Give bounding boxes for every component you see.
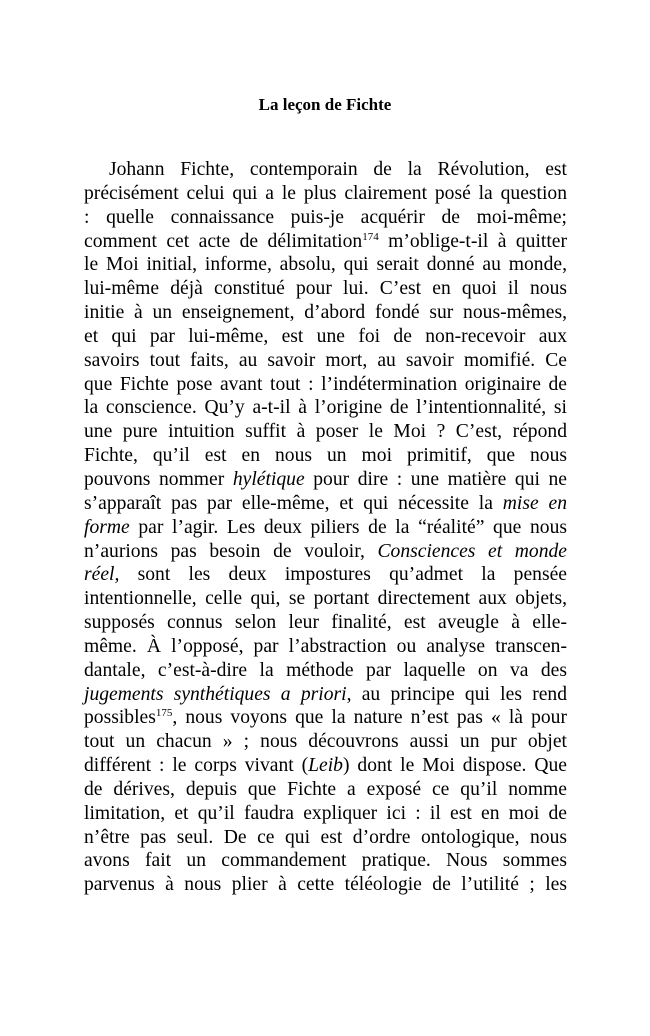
text-run: n’aurions pas besoin de vouloir, (84, 540, 378, 562)
text-run: limitation, et qu’il faudra expliquer ici : il est en moi de (84, 802, 567, 824)
text-line (84, 325, 567, 349)
text-run: de dérives, depuis que Fichte a exposé ce qu’il nomme (84, 778, 567, 800)
text-run: parvenus à nous plier à cette téléologie de l’utilité ; les (84, 874, 567, 896)
text-line (84, 277, 567, 301)
text-run: pour dire : une matière qui ne (304, 468, 567, 490)
italic-term: réel, (84, 564, 120, 586)
text-run: sont les deux impostures qu’admet la pensée (119, 564, 567, 586)
italic-term: hylétique (232, 468, 305, 490)
text-run: intentionnelle, celle qui, se portant directement aux objets, (84, 588, 567, 610)
italic-term: Consciences et monde (377, 540, 567, 562)
text-run: Johann Fichte, contemporain de la Révolution, est (109, 159, 567, 180)
text-line (84, 635, 567, 659)
text-line (84, 516, 567, 540)
text-run: supposés connus selon leur finalité, est aveugle à elle- (84, 612, 567, 634)
text-line (84, 396, 567, 420)
text-line (84, 611, 567, 635)
text-run: lui-même déjà constitué pour lui. C’est en quoi il nous (84, 278, 567, 300)
text-line (84, 301, 567, 325)
text-line (84, 849, 567, 873)
text-run: , au principe qui les rend (346, 683, 568, 705)
text-line (84, 230, 567, 254)
text-line (84, 182, 567, 206)
text-run: le Moi initial, informe, absolu, qui serait donné au monde, (84, 254, 567, 276)
italic-term: mise en (502, 492, 567, 514)
body-text (84, 158, 567, 897)
text-run: : quelle connaissance puis-je acquérir de moi-même; (84, 206, 567, 228)
text-run: avons fait un commandement pratique. Nous sommes (84, 850, 567, 872)
text-run: ) dont le Moi dispose. Que (342, 755, 567, 777)
text-line (84, 587, 567, 611)
text-line (84, 730, 567, 754)
text-run: précisément celui qui a le plus clairement posé la question (84, 182, 567, 204)
italic-term: Leib (308, 755, 343, 777)
text-run: et qui par lui-même, est une foi de non-recevoir aux (84, 325, 567, 347)
text-line (84, 373, 567, 397)
text-run: , nous voyons que la nature n’est pas « là pour (172, 707, 567, 729)
text-line (84, 444, 567, 468)
text-line (84, 754, 567, 778)
text-line (84, 540, 567, 564)
text-line (84, 826, 567, 850)
text-run: même. À l’opposé, par l’abstraction ou analyse transcen- (84, 635, 567, 657)
text-run: savoirs tout faits, au savoir mort, au savoir momifié. Ce (84, 349, 567, 371)
text-line (84, 802, 567, 826)
text-run: la conscience. Qu’y a-t-il à l’origine de l’intentionnalité, si (84, 397, 567, 419)
text-line (84, 468, 567, 492)
text-line (84, 659, 567, 683)
text-line (84, 349, 567, 373)
text-line (84, 492, 567, 516)
footnote-ref: 174 (362, 230, 379, 243)
text-run: que Fichte pose avant tout : l’indétermination originaire de (84, 373, 567, 395)
text-line (84, 206, 567, 230)
italic-term: forme (84, 516, 130, 538)
text-run: comment cet acte de délimitation (84, 230, 363, 252)
text-run: par l’agir. Les deux piliers de la “réalité” que nous (129, 516, 567, 538)
text-run: n’être pas seul. De ce qui est d’ordre ontologique, nous (84, 826, 567, 848)
text-run: m’oblige-t-il à quitter (378, 230, 567, 252)
text-run: différent : le corps vivant ( (84, 755, 309, 777)
text-run: tout un chacun » ; nous découvrons aussi un pur objet (84, 731, 567, 753)
text-line (84, 253, 567, 277)
text-run: s’apparaît pas par elle-même, et qui nécessite la (84, 492, 503, 514)
text-run: une pure intuition suffit à poser le Moi ? C’est, répond (84, 421, 567, 443)
text-run: initie à un enseignement, d’abord fondé sur nous-mêmes, (84, 302, 567, 324)
text-line (84, 683, 567, 707)
text-line (84, 778, 567, 802)
text-run: possibles (84, 707, 156, 729)
footnote-ref: 175 (155, 707, 173, 720)
text-line (84, 420, 567, 444)
text-run: dantale, c’est-à-dire la méthode par laquelle on va des (84, 659, 567, 681)
text-run: pouvons nommer (84, 468, 233, 490)
text-line (84, 158, 567, 182)
text-run: Fichte, qu’il est en nous un moi primitif, que nous (84, 445, 567, 467)
text-line (84, 873, 567, 897)
text-line (84, 706, 567, 730)
chapter-title: La leçon de Fichte (258, 95, 392, 114)
italic-term: jugements synthétiques a priori (84, 683, 347, 705)
text-line (84, 563, 567, 587)
